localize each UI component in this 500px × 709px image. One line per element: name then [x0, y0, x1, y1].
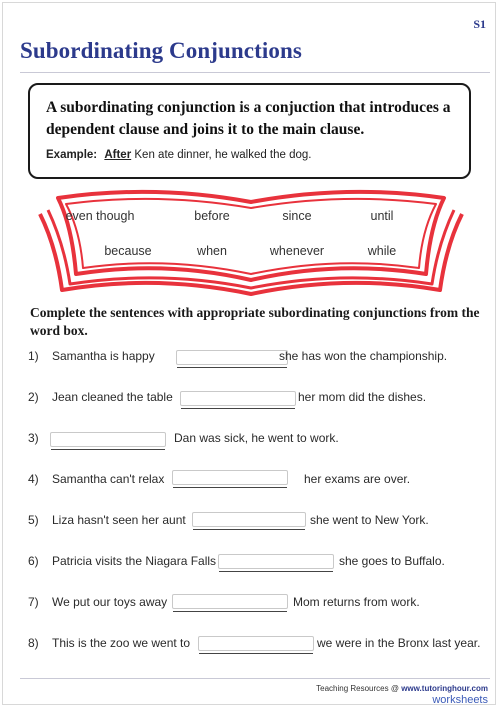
question-row — [28, 431, 52, 445]
word-item: since — [282, 209, 312, 223]
question-row — [28, 390, 173, 404]
question-number: 2) — [28, 390, 39, 404]
question-text-before: We put our toys away — [52, 595, 168, 609]
answer-input[interactable] — [172, 594, 288, 609]
title-divider — [20, 72, 490, 73]
question-row — [28, 349, 155, 363]
question-text-before: Samantha is happy — [52, 349, 155, 363]
question-row — [28, 595, 167, 609]
question-text-after: she went to New York. — [310, 513, 429, 527]
question-text-after: Mom returns from work. — [293, 595, 420, 609]
example-sentence: Ken ate dinner, he walked the dog. — [134, 149, 312, 161]
answer-input[interactable] — [218, 554, 334, 569]
footer-site-link[interactable]: www.tutoringhour.com — [401, 684, 488, 693]
question-text-before: Patricia visits the Niagara Falls — [52, 554, 217, 568]
question-number: 1) — [28, 349, 39, 363]
answer-input[interactable] — [50, 432, 166, 447]
question-number: 6) — [28, 554, 39, 568]
example-line — [46, 149, 312, 161]
answer-input[interactable] — [192, 512, 306, 527]
question-text-after: her mom did the dishes. — [298, 390, 427, 404]
question-text-after: her exams are over. — [304, 472, 411, 486]
footer-divider — [20, 678, 490, 679]
page-title: Subordinating Conjunctions — [20, 38, 302, 63]
footer-prefix: Teaching Resources @ — [316, 684, 399, 693]
question-row — [28, 636, 190, 650]
question-number: 8) — [28, 636, 39, 650]
answer-input[interactable] — [176, 350, 288, 365]
question-text-before: Jean cleaned the table — [52, 390, 173, 404]
answer-input[interactable] — [172, 470, 288, 485]
word-item: because — [104, 244, 152, 258]
question-number: 3) — [28, 431, 39, 445]
question-row — [28, 472, 164, 486]
word-item: while — [367, 244, 397, 258]
word-item: even though — [65, 209, 135, 223]
open-book-icon — [36, 186, 466, 298]
instructions: Complete the sentences with appropriate subordinating conjunctions from the word box. — [30, 305, 480, 338]
question-text-after: she goes to Buffalo. — [339, 554, 445, 568]
question-text-before: This is the zoo we went to — [52, 636, 191, 650]
definition-box — [28, 83, 471, 179]
question-number: 4) — [28, 472, 39, 486]
answer-input[interactable] — [180, 391, 296, 406]
definition-text: A subordinating conjunction is a conjuction that introduces a dependent clause and joins it to the main clause. — [46, 99, 451, 138]
question-text-after: she has won the championship. — [279, 349, 448, 363]
answer-input[interactable] — [198, 636, 314, 651]
question-text-before: Samantha can't relax — [52, 472, 165, 486]
example-word: After — [104, 149, 132, 161]
question-row — [28, 513, 186, 527]
question-text-before: Liza hasn't seen her aunt — [52, 513, 186, 527]
question-row — [28, 554, 216, 568]
example-label: Example: — [46, 149, 98, 161]
question-number: 5) — [28, 513, 39, 527]
word-item: whenever — [269, 244, 325, 258]
word-box — [36, 186, 466, 298]
question-text-after: Dan was sick, he went to work. — [174, 431, 339, 445]
word-item: when — [197, 244, 227, 258]
footer — [316, 684, 488, 705]
word-item: before — [194, 209, 230, 223]
question-number: 7) — [28, 595, 39, 609]
footer-brand: worksheets — [432, 694, 488, 706]
sheet-code: S1 — [473, 17, 486, 31]
word-item: until — [370, 209, 394, 223]
question-text-after: we were in the Bronx last year. — [317, 636, 481, 650]
